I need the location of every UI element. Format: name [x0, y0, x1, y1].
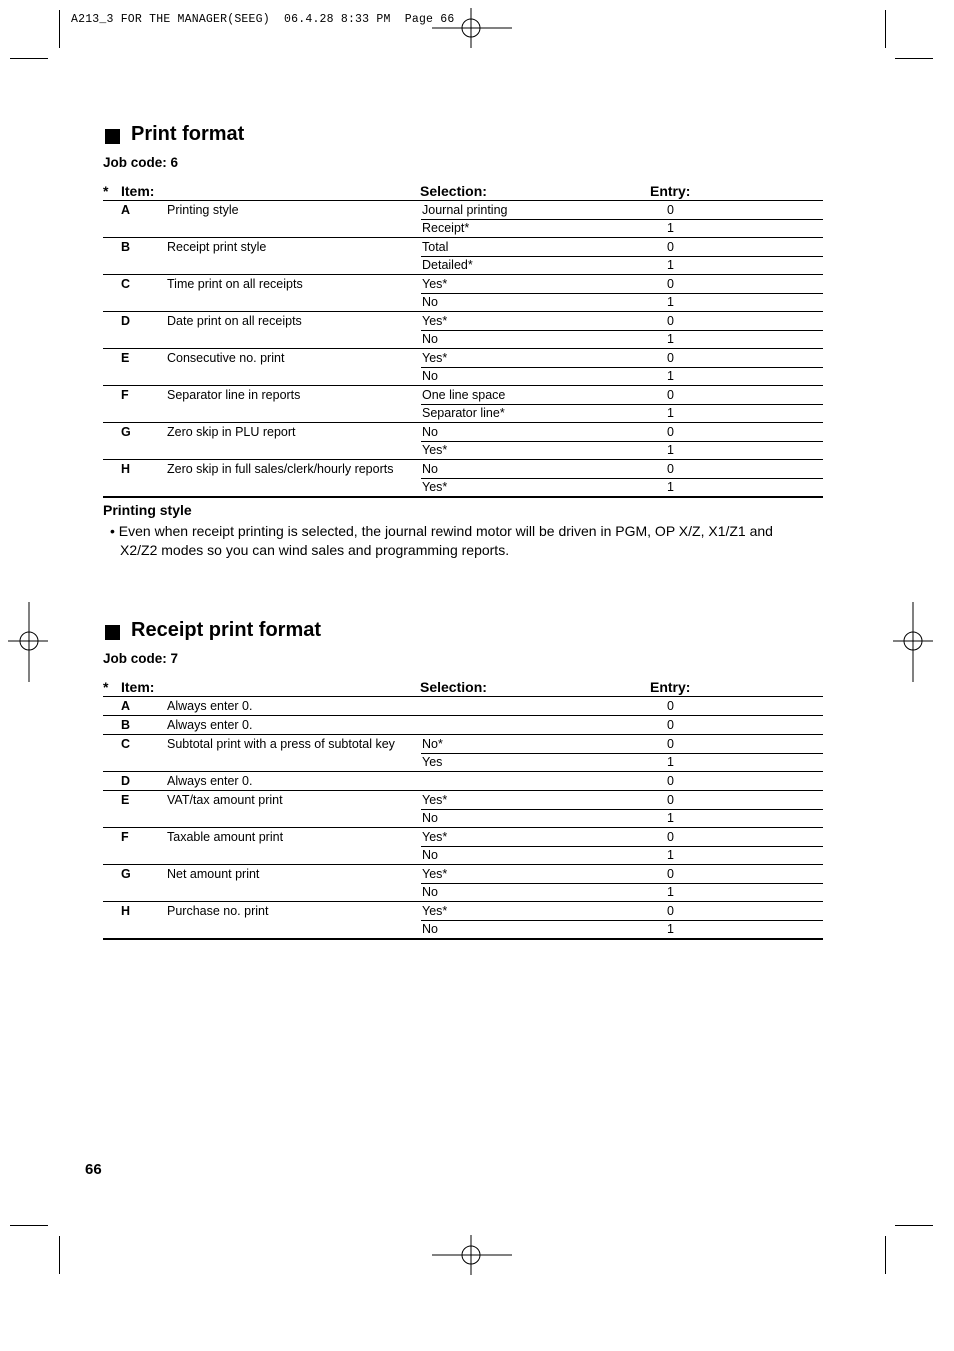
selection-value: Yes* — [422, 904, 448, 918]
selection-value: Yes* — [422, 480, 448, 494]
table-row — [103, 460, 823, 478]
row-divider — [421, 478, 823, 479]
crop-mark — [895, 58, 933, 59]
entry-value: 0 — [667, 774, 674, 788]
entry-value: 0 — [667, 351, 674, 365]
item-letter: E — [121, 351, 130, 365]
selection-value: Journal printing — [422, 203, 508, 217]
entry-value: 0 — [667, 737, 674, 751]
entry-value: 0 — [667, 718, 674, 732]
item-description: Zero skip in PLU report — [167, 425, 296, 439]
selection-value: Receipt* — [422, 221, 470, 235]
column-header-selection: Selection: — [420, 679, 487, 695]
section-title-text: Print format — [131, 123, 245, 145]
selection-value: No* — [422, 737, 443, 751]
item-letter: D — [121, 774, 131, 788]
row-divider — [421, 293, 823, 294]
row-divider — [421, 404, 823, 405]
table-row-group — [103, 716, 823, 735]
item-description: Always enter 0. — [167, 774, 253, 788]
square-bullet-icon — [105, 129, 120, 144]
selection-value: No — [422, 425, 438, 439]
table-row — [103, 865, 823, 883]
entry-value: 1 — [667, 848, 674, 862]
item-description: Time print on all receipts — [167, 277, 303, 291]
item-letter: C — [121, 737, 131, 751]
selection-value: Separator line* — [422, 406, 505, 420]
row-divider — [421, 809, 823, 810]
entry-value: 1 — [667, 885, 674, 899]
selection-value: Yes* — [422, 351, 448, 365]
entry-value: 0 — [667, 425, 674, 439]
selection-value: Total — [422, 240, 449, 254]
registration-mark-left — [8, 602, 48, 682]
selection-value: Detailed* — [422, 258, 473, 272]
crop-mark — [10, 1225, 48, 1226]
table-row — [103, 441, 823, 459]
selection-value: No — [422, 332, 438, 346]
crop-mark — [885, 1236, 886, 1274]
row-divider — [421, 846, 823, 847]
item-letter: H — [121, 904, 131, 918]
table-row-group — [103, 828, 823, 865]
item-description: Printing style — [167, 203, 239, 217]
selection-value: Yes* — [422, 277, 448, 291]
row-divider — [421, 367, 823, 368]
item-letter: B — [121, 718, 131, 732]
item-description: Taxable amount print — [167, 830, 284, 844]
entry-value: 1 — [667, 258, 674, 272]
table-row — [103, 920, 823, 938]
entry-value: 1 — [667, 755, 674, 769]
job-code: Job code: 6 — [103, 155, 179, 170]
table-row — [103, 735, 823, 753]
star-marker: * — [103, 679, 109, 695]
column-header-entry: Entry: — [650, 679, 691, 695]
crop-mark — [59, 1236, 60, 1274]
table-row — [103, 846, 823, 864]
table-row — [103, 423, 823, 441]
star-marker: * — [103, 183, 109, 199]
table-row-group — [103, 423, 823, 460]
entry-value: 0 — [667, 830, 674, 844]
table-row — [103, 828, 823, 846]
row-divider — [421, 441, 823, 442]
selection-value: Yes* — [422, 314, 448, 328]
row-divider — [421, 753, 823, 754]
entry-value: 1 — [667, 332, 674, 346]
item-description: Date print on all receipts — [167, 314, 302, 328]
table-row — [103, 238, 823, 256]
entry-value: 1 — [667, 443, 674, 457]
table-row-group — [103, 902, 823, 940]
item-description: Consecutive no. print — [167, 351, 285, 365]
section-title — [103, 123, 863, 153]
selection-value: No — [422, 462, 438, 476]
table-row-group — [103, 865, 823, 902]
selection-value: Yes* — [422, 830, 448, 844]
entry-value: 0 — [667, 388, 674, 402]
table-row-group — [103, 312, 823, 349]
table-row — [103, 219, 823, 237]
receipt-print-format-table — [103, 677, 823, 940]
table-row-group — [103, 460, 823, 498]
item-description: Zero skip in full sales/clerk/hourly reports — [167, 462, 394, 476]
entry-value: 0 — [667, 277, 674, 291]
entry-value: 0 — [667, 203, 674, 217]
selection-value: Yes — [422, 755, 443, 769]
table-row — [103, 367, 823, 385]
table-row-group — [103, 697, 823, 716]
row-divider — [421, 256, 823, 257]
item-letter: D — [121, 314, 131, 328]
item-description: Separator line in reports — [167, 388, 301, 402]
selection-value: Yes* — [422, 867, 448, 881]
item-description: Subtotal print with a press of subtotal key — [167, 737, 395, 751]
table-row — [103, 883, 823, 901]
table-row — [103, 330, 823, 348]
selection-value: No — [422, 295, 438, 309]
entry-value: 0 — [667, 904, 674, 918]
item-letter: A — [121, 203, 131, 217]
page-number: 66 — [85, 1161, 102, 1178]
table-row — [103, 386, 823, 404]
table-header — [103, 677, 823, 697]
item-letter: F — [121, 388, 129, 402]
column-header-item: Item: — [121, 183, 155, 199]
column-header-item: Item: — [121, 679, 155, 695]
table-row — [103, 716, 823, 734]
column-header-entry: Entry: — [650, 183, 691, 199]
entry-value: 0 — [667, 462, 674, 476]
item-letter: A — [121, 699, 131, 713]
item-letter: G — [121, 867, 131, 881]
crop-mark — [59, 10, 60, 48]
table-row — [103, 753, 823, 771]
item-description: Always enter 0. — [167, 699, 253, 713]
table-row-group — [103, 275, 823, 312]
table-header — [103, 181, 823, 201]
table-row — [103, 478, 823, 496]
entry-value: 1 — [667, 221, 674, 235]
table-row-group — [103, 791, 823, 828]
row-divider — [421, 330, 823, 331]
column-header-selection: Selection: — [420, 183, 487, 199]
registration-mark-bottom — [432, 1235, 512, 1275]
entry-value: 1 — [667, 295, 674, 309]
entry-value: 1 — [667, 369, 674, 383]
printing-style-note — [103, 502, 843, 560]
item-letter: E — [121, 793, 130, 807]
table-row — [103, 772, 823, 790]
entry-value: 0 — [667, 867, 674, 881]
entry-value: 0 — [667, 314, 674, 328]
item-letter: B — [121, 240, 131, 254]
selection-value: Yes* — [422, 793, 448, 807]
entry-value: 0 — [667, 699, 674, 713]
job-code: Job code: 7 — [103, 651, 179, 666]
note-bullet-line: X2/Z2 modes so you can wind sales and programming reports. — [120, 542, 510, 558]
row-divider — [421, 883, 823, 884]
entry-value: 0 — [667, 240, 674, 254]
registration-mark-right — [893, 602, 933, 682]
table-row — [103, 809, 823, 827]
table-row-group — [103, 772, 823, 791]
crop-mark — [895, 1225, 933, 1226]
item-description: Net amount print — [167, 867, 260, 881]
table-row — [103, 404, 823, 422]
table-row — [103, 697, 823, 715]
table-row — [103, 791, 823, 809]
item-description: Always enter 0. — [167, 718, 253, 732]
item-description: VAT/tax amount print — [167, 793, 283, 807]
table-row-group — [103, 201, 823, 238]
selection-value: No — [422, 922, 438, 936]
item-letter: C — [121, 277, 131, 291]
table-row-group — [103, 349, 823, 386]
table-row — [103, 293, 823, 311]
selection-value: Yes* — [422, 443, 448, 457]
selection-value: No — [422, 848, 438, 862]
square-bullet-icon — [105, 625, 120, 640]
entry-value: 0 — [667, 793, 674, 807]
entry-value: 1 — [667, 811, 674, 825]
item-letter: H — [121, 462, 131, 476]
note-heading: Printing style — [103, 502, 192, 518]
section-title — [103, 619, 863, 649]
print-header: A213_3 FOR THE MANAGER(SEEG) 06.4.28 8:33 PM Page 66 — [71, 13, 455, 26]
item-letter: G — [121, 425, 131, 439]
row-divider — [421, 219, 823, 220]
crop-mark — [10, 58, 48, 59]
table-row — [103, 349, 823, 367]
table-row — [103, 902, 823, 920]
table-row — [103, 256, 823, 274]
selection-value: No — [422, 885, 438, 899]
table-row — [103, 275, 823, 293]
entry-value: 1 — [667, 922, 674, 936]
table-row — [103, 312, 823, 330]
note-bullet-line: • Even when receipt printing is selected, the journal rewind motor will be driven in PGM, OP X/Z, X1/Z1 and — [110, 523, 773, 539]
item-description: Receipt print style — [167, 240, 267, 254]
table-row-group — [103, 386, 823, 423]
selection-value: No — [422, 369, 438, 383]
row-divider — [421, 920, 823, 921]
table-row-group — [103, 238, 823, 275]
item-letter: F — [121, 830, 129, 844]
table-row — [103, 201, 823, 219]
section-title-text: Receipt print format — [131, 619, 322, 641]
item-description: Purchase no. print — [167, 904, 269, 918]
print-format-table — [103, 181, 823, 498]
table-row-group — [103, 735, 823, 772]
entry-value: 1 — [667, 480, 674, 494]
selection-value: No — [422, 811, 438, 825]
crop-mark — [885, 10, 886, 48]
entry-value: 1 — [667, 406, 674, 420]
selection-value: One line space — [422, 388, 506, 402]
